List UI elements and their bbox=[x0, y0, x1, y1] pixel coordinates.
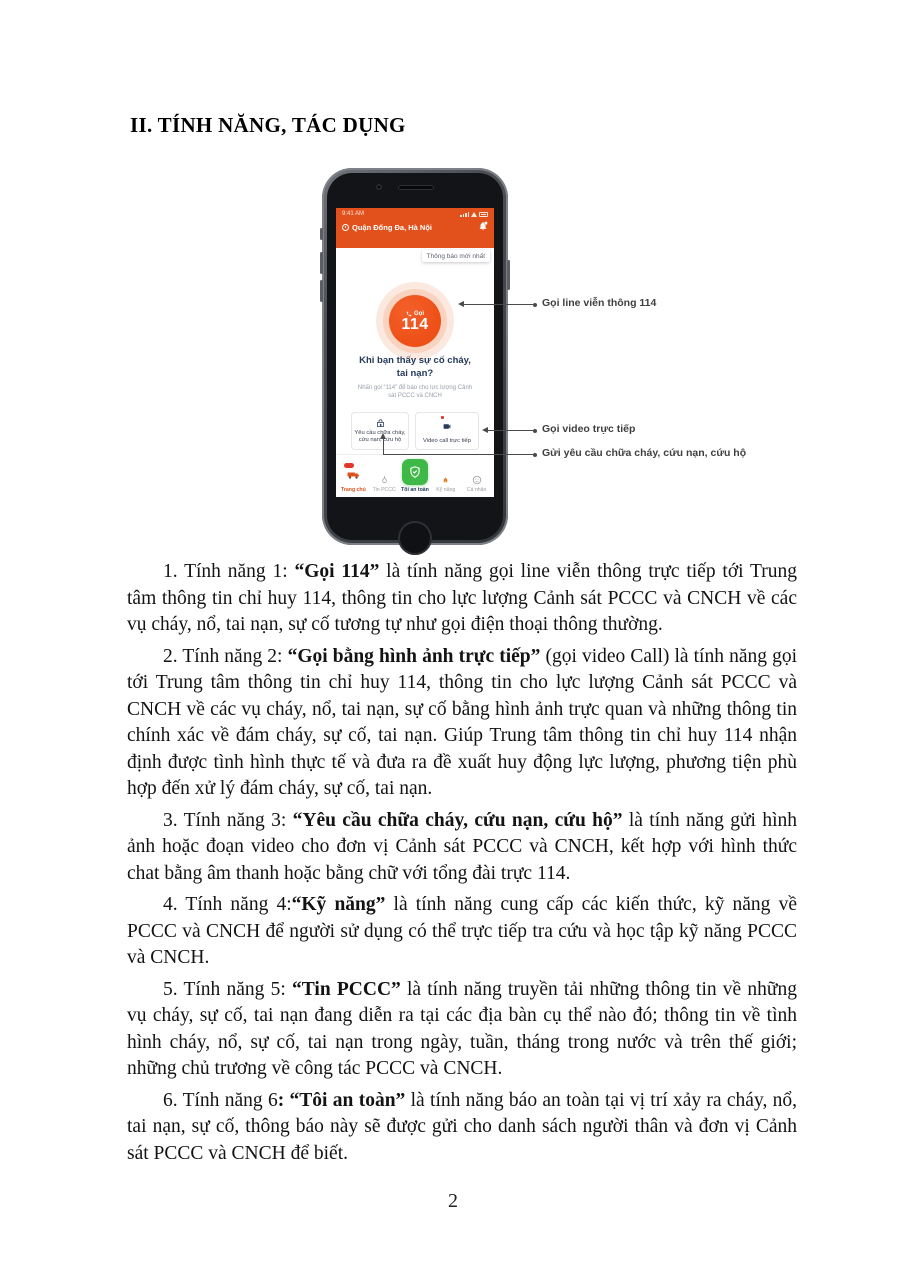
callout-dot bbox=[533, 453, 537, 457]
location-label: Quận Đống Đa, Hà Nội bbox=[352, 222, 433, 232]
tab-safe bbox=[400, 471, 430, 493]
paragraph-feature-6: 6. Tính năng 6: “Tôi an toàn” là tính năng báo an toàn tại vị trí xảy ra cháy, nổ, tai nạn, sự cố, thông báo này sẽ được gửi cho danh sách người thân và đơn vị Cảnh sát PCCC và CNCH để biết. bbox=[127, 1089, 798, 1164]
annotation-send-request: Gửi yêu cầu chữa cháy, cứu nạn, cứu hộ bbox=[542, 447, 747, 459]
call-114-button bbox=[376, 282, 454, 360]
request-fire-rescue-button bbox=[351, 412, 409, 450]
tab-profile bbox=[462, 475, 492, 493]
arrowhead-left-icon bbox=[482, 427, 488, 433]
headline-line2: tai nạn? bbox=[396, 367, 434, 379]
fire-alert-icon bbox=[376, 419, 385, 428]
request-fire-rescue-label: Yêu cầu chữa cháy, cứu nạn, cứu hộ bbox=[354, 429, 406, 443]
call-action-label: Gọi bbox=[414, 310, 424, 317]
tab-home bbox=[338, 467, 368, 493]
call-114-ring bbox=[383, 289, 447, 353]
section-heading: II. TÍNH NĂNG, TÁC DỤNG bbox=[130, 113, 406, 137]
app-headline bbox=[336, 355, 494, 380]
record-dot-icon bbox=[441, 416, 444, 419]
fire-truck-icon bbox=[347, 467, 360, 485]
earpiece-speaker bbox=[398, 185, 434, 190]
callout-vline-request bbox=[383, 438, 384, 455]
notification-tooltip: Thông báo mới nhất bbox=[422, 250, 490, 262]
flame-icon bbox=[441, 475, 450, 485]
paragraph-feature-5: 5. Tính năng 5: “Tin PCCC” là tính năng truyền tải những thông tin về những vụ cháy, sự cố, tai nạn đang diễn ra tại các địa bàn cụ thể nào đó; thông tin về tình hình cháy, nổ, sự cố, tai nạn trong ngày, tuần, tháng trong nước và trên thế giới; những chủ trương về công tác PCCC và CNCH. bbox=[127, 978, 797, 1079]
front-camera bbox=[376, 184, 382, 190]
callout-dot bbox=[533, 303, 537, 307]
video-call-label: Video call trực tiếp bbox=[423, 437, 471, 444]
video-call-button bbox=[415, 412, 479, 450]
status-time: 9:41 AM bbox=[342, 211, 365, 217]
call-number-label: 114 bbox=[401, 315, 429, 333]
wifi-icon bbox=[471, 212, 477, 217]
person-smiley-icon bbox=[472, 475, 482, 485]
callout-line-call114 bbox=[463, 304, 533, 305]
tab-safe-label: Tôi an toàn bbox=[401, 487, 429, 493]
paragraph-feature-2: 2. Tính năng 2: “Gọi bằng hình ảnh trực tiếp” (gọi video Call) là tính năng gọi tới Trung tâm thông tin chỉ huy 114, thông tin cho lực lượng Cảnh sát PCCC và CNCH về các vụ cháy, nổ, tai nạn, sự cố bằng hình ảnh trực quan và những thông tin chính xác về đám cháy, sự cố, tai nạn. Giúp Trung tâm thông tin chỉ huy 114 nhận định được tình hình thực tế và đưa ra đề xuất huy động lực lượng, phương tiện phù hợp đến xử lý đám cháy, sự cố, tai nạn. bbox=[127, 645, 797, 799]
arrowhead-left-icon bbox=[458, 301, 464, 307]
volume-down-button bbox=[320, 280, 323, 302]
paragraph-feature-3: 3. Tính năng 3: “Yêu cầu chữa cháy, cứu nạn, cứu hộ” là tính năng gửi hình ảnh hoặc đoạn video cho đơn vị Cảnh sát PCCC và CNCH, kết hợp với hình thức chat bằng âm thanh hoặc bằng chữ với tổng đài trực 114. bbox=[127, 809, 797, 884]
battery-icon bbox=[479, 212, 488, 217]
tab-profile-label: Cá nhân bbox=[466, 487, 487, 493]
action-buttons-row bbox=[351, 412, 479, 450]
annotation-video-call: Gọi video trực tiếp bbox=[542, 423, 636, 435]
status-icons bbox=[460, 212, 488, 217]
tab-news-label: Tin PCCC bbox=[372, 487, 396, 493]
call-114-core bbox=[389, 295, 441, 347]
tab-skills-label: Kỹ năng bbox=[436, 487, 456, 493]
video-call-icon bbox=[442, 418, 452, 436]
flame-outline-icon bbox=[380, 475, 389, 485]
body-text bbox=[127, 559, 797, 1172]
paragraph-feature-4: 4. Tính năng 4:“Kỹ năng” là tính năng cung cấp các kiến thức, kỹ năng về PCCC và CNCH để người sử dụng có thể trực tiếp tra cứu và học tập kỹ năng PCCC và CNCH. bbox=[127, 894, 797, 968]
page-number: 2 bbox=[448, 1190, 458, 1212]
callout-line-request bbox=[383, 454, 533, 455]
arrowhead-up-icon bbox=[380, 433, 386, 439]
notification-bell-icon bbox=[478, 221, 488, 233]
paragraph-feature-1: 1. Tính năng 1: “Gọi 114” là tính năng gọi line viễn thông trực tiếp tới Trung tâm thông tin chỉ huy 114, thông tin cho lực lượng Cảnh sát PCCC và CNCH về các vụ cháy, nổ, tai nạn, sự cố tương tự như gọi điện thoại thông thường. bbox=[127, 561, 797, 635]
annotation-call114: Gọi line viễn thông 114 bbox=[542, 297, 657, 309]
callout-dot bbox=[533, 429, 537, 433]
app-header bbox=[336, 208, 494, 248]
power-button bbox=[507, 260, 510, 290]
callout-line-video bbox=[487, 430, 533, 431]
signal-icon bbox=[460, 212, 469, 217]
mute-switch bbox=[320, 228, 323, 240]
status-bar bbox=[336, 208, 494, 217]
headline-line1: Khi bạn thấy sự cố cháy, bbox=[359, 355, 471, 366]
tab-home-label: Trang chủ bbox=[340, 487, 366, 493]
home-button bbox=[398, 521, 432, 555]
tab-bar bbox=[336, 454, 494, 497]
phone-mockup bbox=[322, 168, 508, 545]
sos-badge bbox=[344, 463, 354, 468]
tab-skills bbox=[431, 475, 461, 493]
location-pin-icon bbox=[342, 224, 349, 231]
volume-up-button bbox=[320, 252, 323, 274]
location-row bbox=[336, 217, 494, 233]
tab-news-pccc bbox=[369, 475, 399, 493]
app-subtitle: Nhấn gọi “114” để báo cho lực lượng Cảnh sát PCCC và CNCH bbox=[357, 385, 473, 399]
shield-check-icon bbox=[402, 459, 428, 485]
